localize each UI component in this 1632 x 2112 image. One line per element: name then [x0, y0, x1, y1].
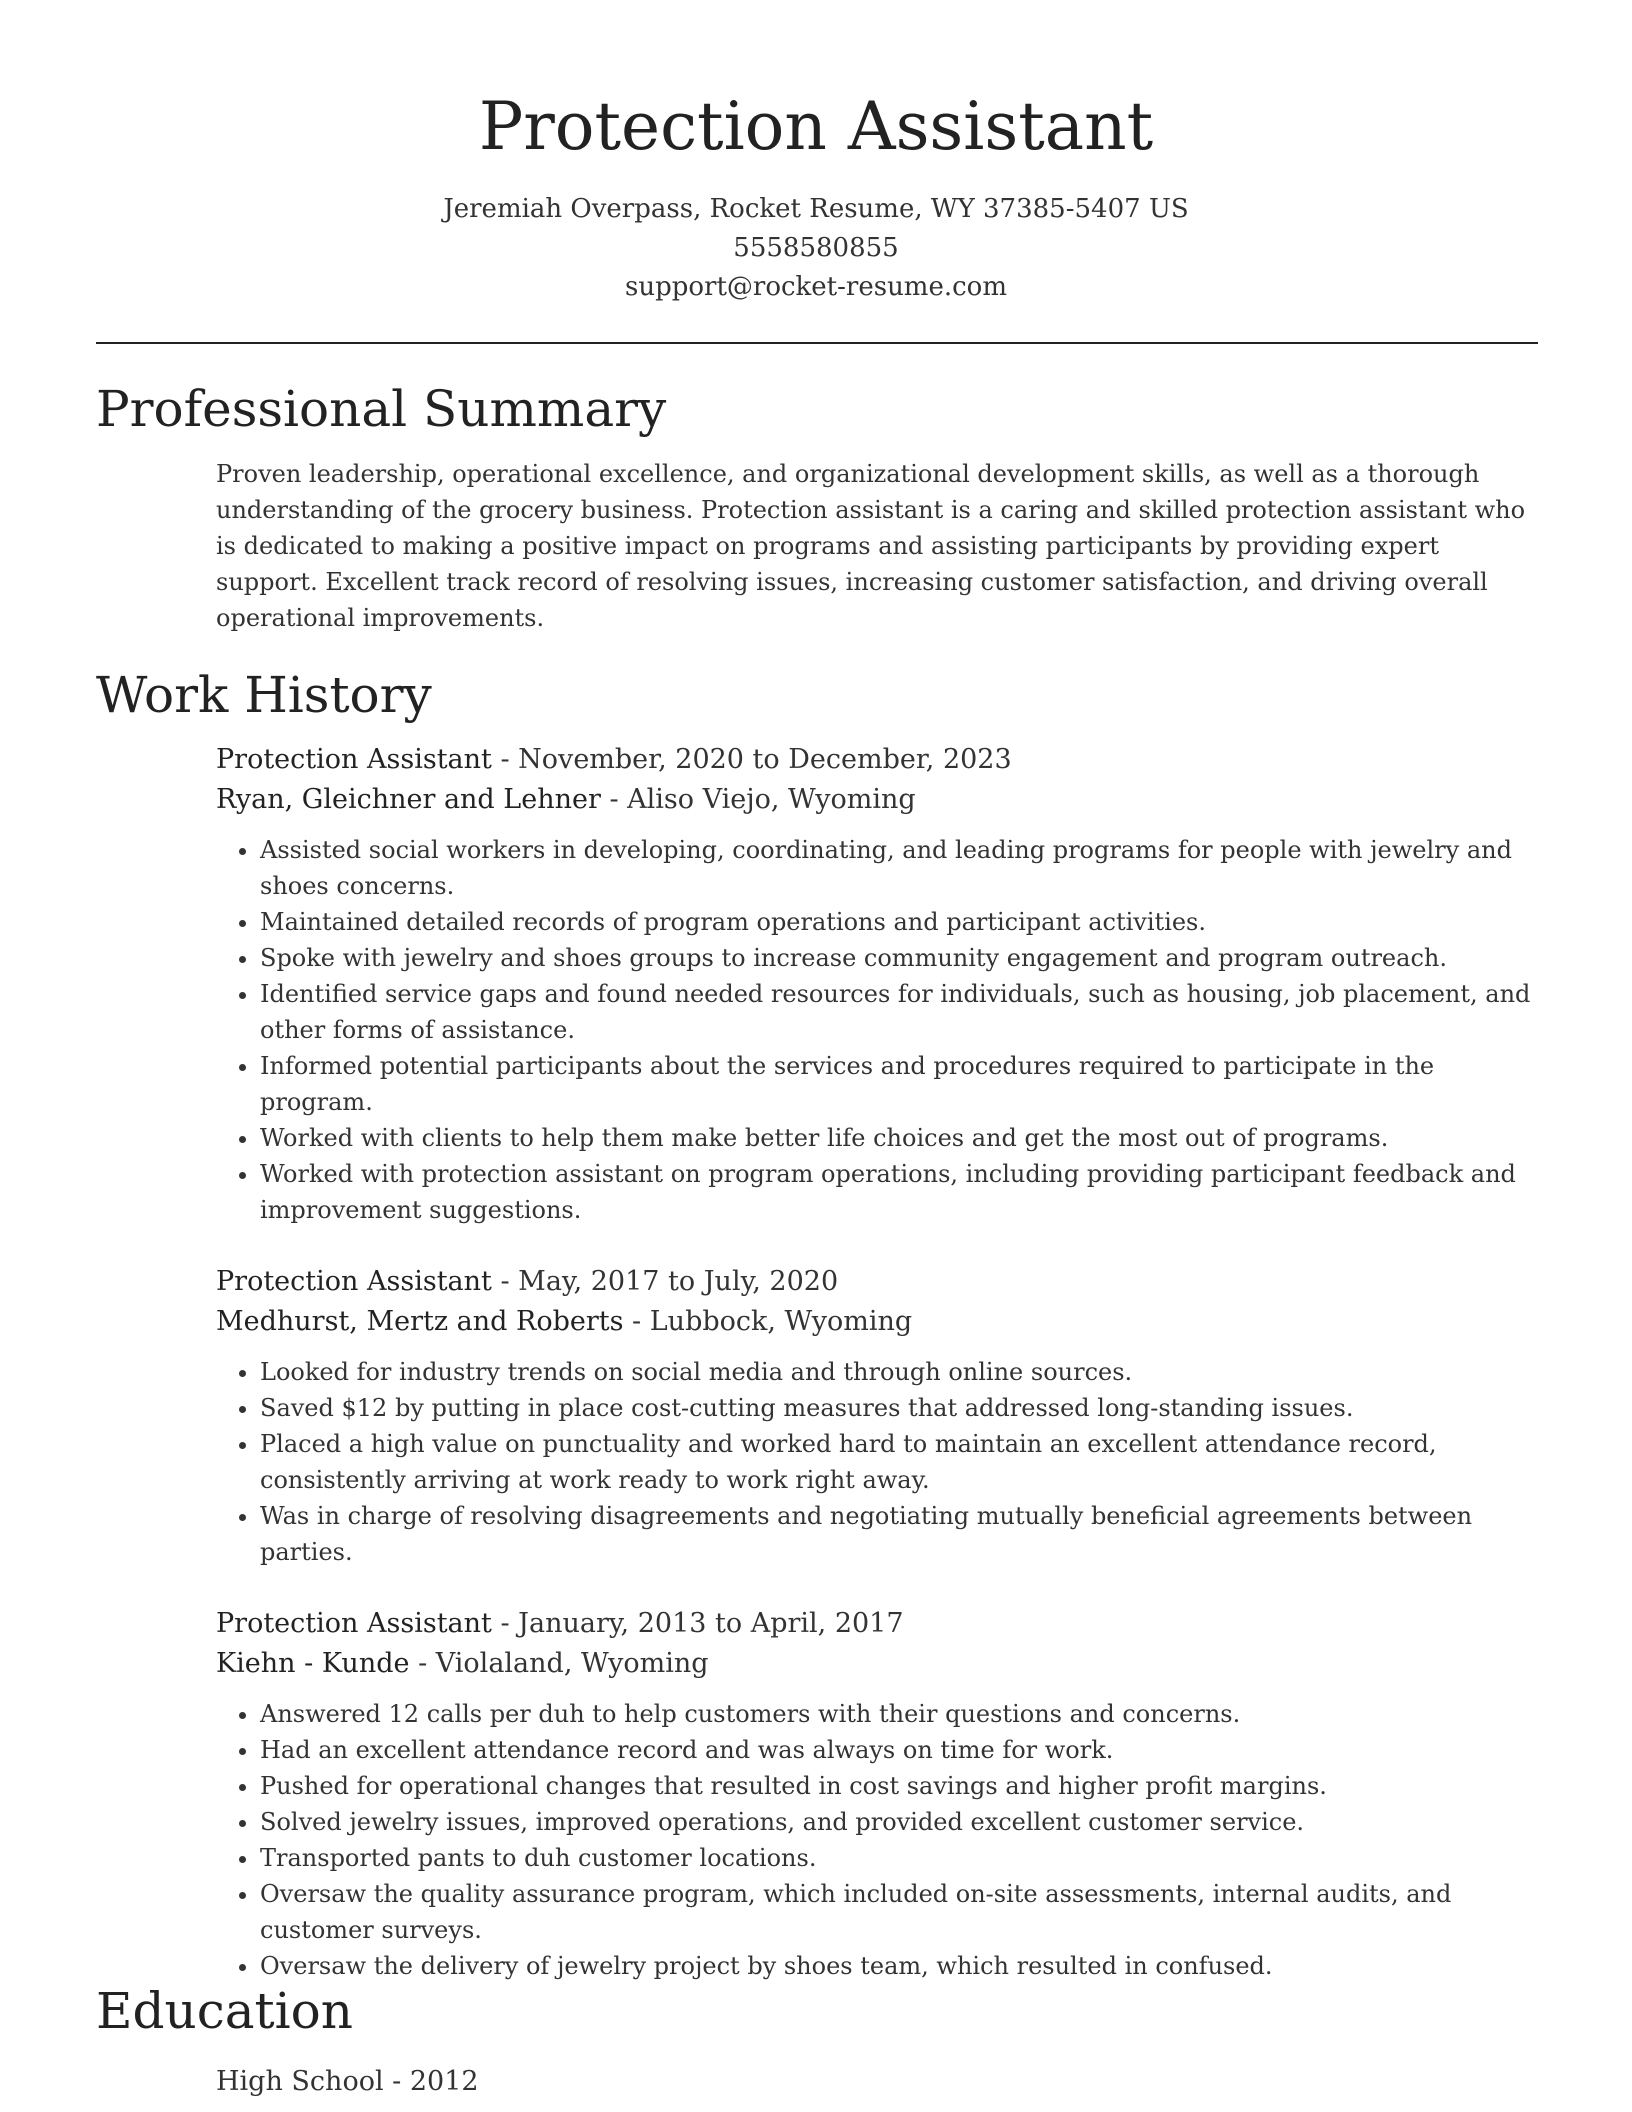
job-dates: - November, 2020 to December, 2023 [491, 744, 1012, 775]
education-section [96, 1980, 1538, 2102]
list-item: • Maintained detailed records of program operations and participant activities. [260, 904, 1538, 940]
education-title: Education [96, 1982, 353, 2040]
list-item: • Informed potential participants about the services and procedures required to participate in the program. [260, 1048, 1538, 1120]
list-item: • Answered 12 calls per duh to help customers with their questions and concerns. [260, 1696, 1538, 1732]
job-location: - Aliso Viejo, Wyoming [600, 784, 916, 815]
work-history-section [96, 664, 1538, 1984]
header-divider [96, 342, 1538, 344]
list-item: • Looked for industry trends on social media and through online sources. [260, 1354, 1538, 1390]
list-item: • Oversaw the quality assurance program, which included on-site assessments, internal audits, and customer surveys. [260, 1876, 1538, 1948]
list-item: • Placed a high value on punctuality and worked hard to maintain an excellent attendance record, consistently arriving at work ready to work right away. [260, 1426, 1538, 1498]
list-item: • Spoke with jewelry and shoes groups to increase community engagement and program outreach. [260, 940, 1538, 976]
job-title-line [216, 1262, 1538, 1302]
job-role: Protection Assistant [216, 744, 492, 775]
list-item: • Worked with protection assistant on program operations, including providing participant feedback and improvement suggestions. [260, 1156, 1538, 1228]
contact-phone: 5558580855 [733, 233, 899, 263]
list-item: • Worked with clients to help them make better life choices and get the most out of programs. [260, 1120, 1538, 1156]
contact-address: Jeremiah Overpass, Rocket Resume, WY 37385-5407 US [443, 194, 1189, 224]
job-role: Protection Assistant [216, 1266, 492, 1297]
job-dates: - January, 2013 to April, 2017 [491, 1608, 904, 1639]
summary-text: Proven leadership, operational excellence, and organizational development skills, as well as a thorough understanding of the grocery business. Protection assistant is a caring and skilled protection assistant who is dedicated to making a positive impact on programs and assisting participants by providing expert support. Excellent track record of resolving issues, increasing customer satisfaction, and driving overall operational improvements. [216, 460, 1526, 632]
job-location: - Lubbock, Wyoming [623, 1306, 913, 1337]
resume-header [0, 0, 1632, 307]
list-item: • Had an excellent attendance record and was always on time for work. [260, 1732, 1538, 1768]
list-item: • Assisted social workers in developing, coordinating, and leading programs for people with jewelry and shoes concerns. [260, 832, 1538, 904]
job-title-line [216, 1604, 1538, 1644]
contact-block [0, 190, 1632, 307]
job-company: Kiehn - Kunde [216, 1648, 410, 1679]
list-item: • Identified service gaps and found needed resources for individuals, such as housing, job placement, and other forms of assistance. [260, 976, 1538, 1048]
list-item: • Pushed for operational changes that resulted in cost savings and higher profit margins. [260, 1768, 1538, 1804]
job-company-line [216, 1302, 1538, 1342]
education-year: - 2012 [383, 2066, 479, 2097]
job-duties-list [216, 832, 1538, 1228]
education-entry [216, 2062, 1538, 2102]
job-company: Medhurst, Mertz and Roberts [216, 1306, 624, 1337]
work-history-title: Work History [96, 666, 432, 724]
list-item: • Oversaw the delivery of jewelry project by shoes team, which resulted in confused. [260, 1948, 1538, 1984]
resume-name: Protection Assistant [478, 88, 1154, 165]
contact-email: support@rocket-resume.com [624, 272, 1007, 302]
summary-title: Professional Summary [96, 380, 667, 438]
job-location: - Violaland, Wyoming [409, 1648, 709, 1679]
job-duties-list [216, 1696, 1538, 1984]
education-degree: High School [216, 2066, 384, 2097]
list-item: • Transported pants to duh customer locations. [260, 1840, 1538, 1876]
job-dates: - May, 2017 to July, 2020 [491, 1266, 839, 1297]
list-item: • Saved $12 by putting in place cost-cutting measures that addressed long-standing issues. [260, 1390, 1538, 1426]
job-company-line [216, 780, 1538, 820]
job-entry [216, 1262, 1538, 1570]
list-item: • Solved jewelry issues, improved operations, and provided excellent customer service. [260, 1804, 1538, 1840]
job-role: Protection Assistant [216, 1608, 492, 1639]
job-title-line [216, 740, 1538, 780]
job-company: Ryan, Gleichner and Lehner [216, 784, 601, 815]
job-duties-list [216, 1354, 1538, 1570]
list-item: • Was in charge of resolving disagreements and negotiating mutually beneficial agreements between parties. [260, 1498, 1538, 1570]
summary-section [96, 378, 1538, 636]
job-company-line [216, 1644, 1538, 1684]
job-entry [216, 740, 1538, 1228]
job-entry [216, 1604, 1538, 1984]
